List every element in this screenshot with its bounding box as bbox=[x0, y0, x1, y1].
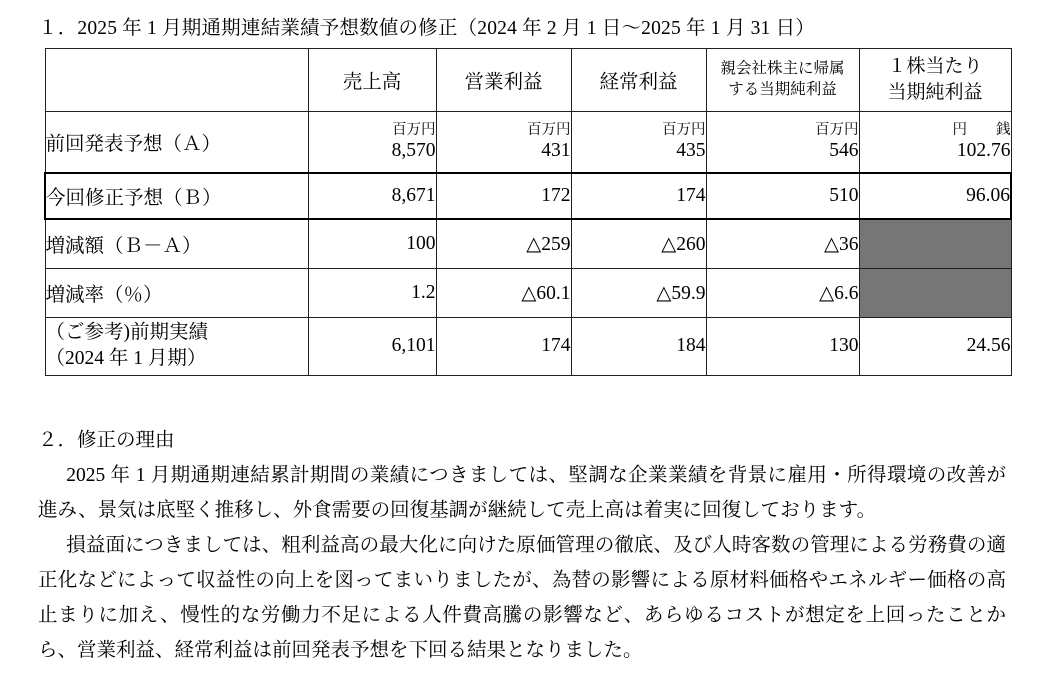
unit-million-yen: 百万円 bbox=[392, 121, 436, 138]
section-2-heading: ２．修正の理由 bbox=[38, 430, 175, 451]
cell-previous-net-sales bbox=[308, 112, 436, 174]
section-2-body bbox=[38, 458, 1006, 668]
value-change-net-sales: 100 bbox=[308, 219, 436, 269]
row-label-change-rate: 増減率（％） bbox=[45, 269, 308, 318]
value-previous-net-sales: 8,570 bbox=[391, 139, 436, 161]
value-change-rate-ordinary-income: △59.9 bbox=[571, 269, 706, 318]
table-row bbox=[45, 112, 1011, 174]
row-label-prior-year-actual-line1: （ご参考)前期実績 bbox=[45, 322, 208, 343]
unit-yen-sen: 円 銭 bbox=[952, 121, 1011, 138]
row-label-previous-forecast: 前回発表予想（Ａ） bbox=[45, 112, 308, 174]
cell-previous-ordinary-income bbox=[571, 112, 706, 174]
forecast-revision-table bbox=[44, 48, 1012, 376]
value-previous-ordinary-income: 435 bbox=[676, 139, 706, 161]
value-previous-eps: 102.76 bbox=[956, 139, 1011, 161]
value-revised-net-sales: 8,671 bbox=[308, 173, 436, 219]
value-revised-operating-income: 172 bbox=[436, 173, 571, 219]
value-revised-eps: 96.06 bbox=[859, 173, 1011, 219]
value-change-profit-attributable: △36 bbox=[706, 219, 859, 269]
value-change-rate-net-sales: 1.2 bbox=[308, 269, 436, 318]
row-label-prior-year-actual-line2: （2024 年 1 月期） bbox=[45, 348, 207, 370]
value-change-operating-income: △259 bbox=[436, 219, 571, 269]
cell-previous-profit-attributable bbox=[706, 112, 859, 174]
header-profit-attributable bbox=[706, 49, 859, 112]
paragraph-sales: 2025 年 1 月期通期連結累計期間の業績につきましては、堅調な企業業績を背景に雇用・所得環境の改善が進み、景気は底堅く推移し、外食需要の回復基調が継続して売上高は着実に回復しております。 bbox=[38, 465, 1006, 521]
cell-change-rate-eps-shaded bbox=[859, 269, 1011, 318]
table-row-revised-forecast bbox=[45, 173, 1011, 219]
value-prior-ordinary-income: 184 bbox=[571, 318, 706, 376]
header-operating-income: 営業利益 bbox=[436, 49, 571, 112]
value-revised-profit-attributable: 510 bbox=[706, 173, 859, 219]
header-profit-attributable-line2: する当期純利益 bbox=[728, 81, 837, 98]
header-blank bbox=[45, 49, 308, 112]
value-previous-profit-attributable: 546 bbox=[829, 139, 859, 161]
header-profit-attributable-line1: 親会社株主に帰属 bbox=[720, 60, 845, 78]
header-net-sales: 売上高 bbox=[308, 49, 436, 112]
unit-million-yen: 百万円 bbox=[527, 121, 571, 138]
forecast-revision-table-wrapper bbox=[44, 48, 1012, 376]
row-label-prior-year-actual bbox=[45, 318, 308, 376]
row-label-change-amount: 増減額（Ｂ－Ａ） bbox=[45, 219, 308, 269]
cell-previous-eps bbox=[859, 112, 1011, 174]
table-row bbox=[45, 269, 1011, 318]
value-change-ordinary-income: △260 bbox=[571, 219, 706, 269]
table-header-row bbox=[45, 49, 1011, 112]
value-change-rate-operating-income: △60.1 bbox=[436, 269, 571, 318]
value-revised-ordinary-income: 174 bbox=[571, 173, 706, 219]
cell-previous-operating-income bbox=[436, 112, 571, 174]
row-label-revised-forecast: 今回修正予想（Ｂ） bbox=[45, 173, 308, 219]
header-eps bbox=[859, 49, 1011, 112]
value-prior-operating-income: 174 bbox=[436, 318, 571, 376]
header-eps-line1: １株当たり bbox=[887, 56, 983, 78]
unit-million-yen: 百万円 bbox=[662, 121, 706, 138]
table-row bbox=[45, 219, 1011, 269]
header-ordinary-income: 経常利益 bbox=[571, 49, 706, 112]
value-prior-net-sales: 6,101 bbox=[308, 318, 436, 376]
value-change-rate-profit-attributable: △6.6 bbox=[706, 269, 859, 318]
value-prior-eps: 24.56 bbox=[859, 318, 1011, 376]
unit-million-yen: 百万円 bbox=[815, 121, 859, 138]
paragraph-profit: 損益面につきましては、粗利益高の最大化に向けた原価管理の徹底、及び人時客数の管理による労務費の適正化などによって収益性の向上を図ってまいりましたが、為替の影響による原材料価格やエネルギー価格の高止まりに加え、慢性的な労働力不足による人件費高騰の影響など、あらゆるコストが想定を上回ったことから、営業利益、経常利益は前回発表予想を下回る結果となりました。 bbox=[38, 535, 1006, 661]
value-previous-operating-income: 431 bbox=[541, 139, 571, 161]
cell-change-eps-shaded bbox=[859, 219, 1011, 269]
section-1-heading: １．2025 年 1 月期通期連結業績予想数値の修正（2024 年 2 月 1 日～2025 年 1 月 31 日） bbox=[38, 18, 815, 39]
table-row bbox=[45, 318, 1011, 376]
header-eps-line2: 当期純利益 bbox=[887, 82, 983, 103]
value-prior-profit-attributable: 130 bbox=[706, 318, 859, 376]
